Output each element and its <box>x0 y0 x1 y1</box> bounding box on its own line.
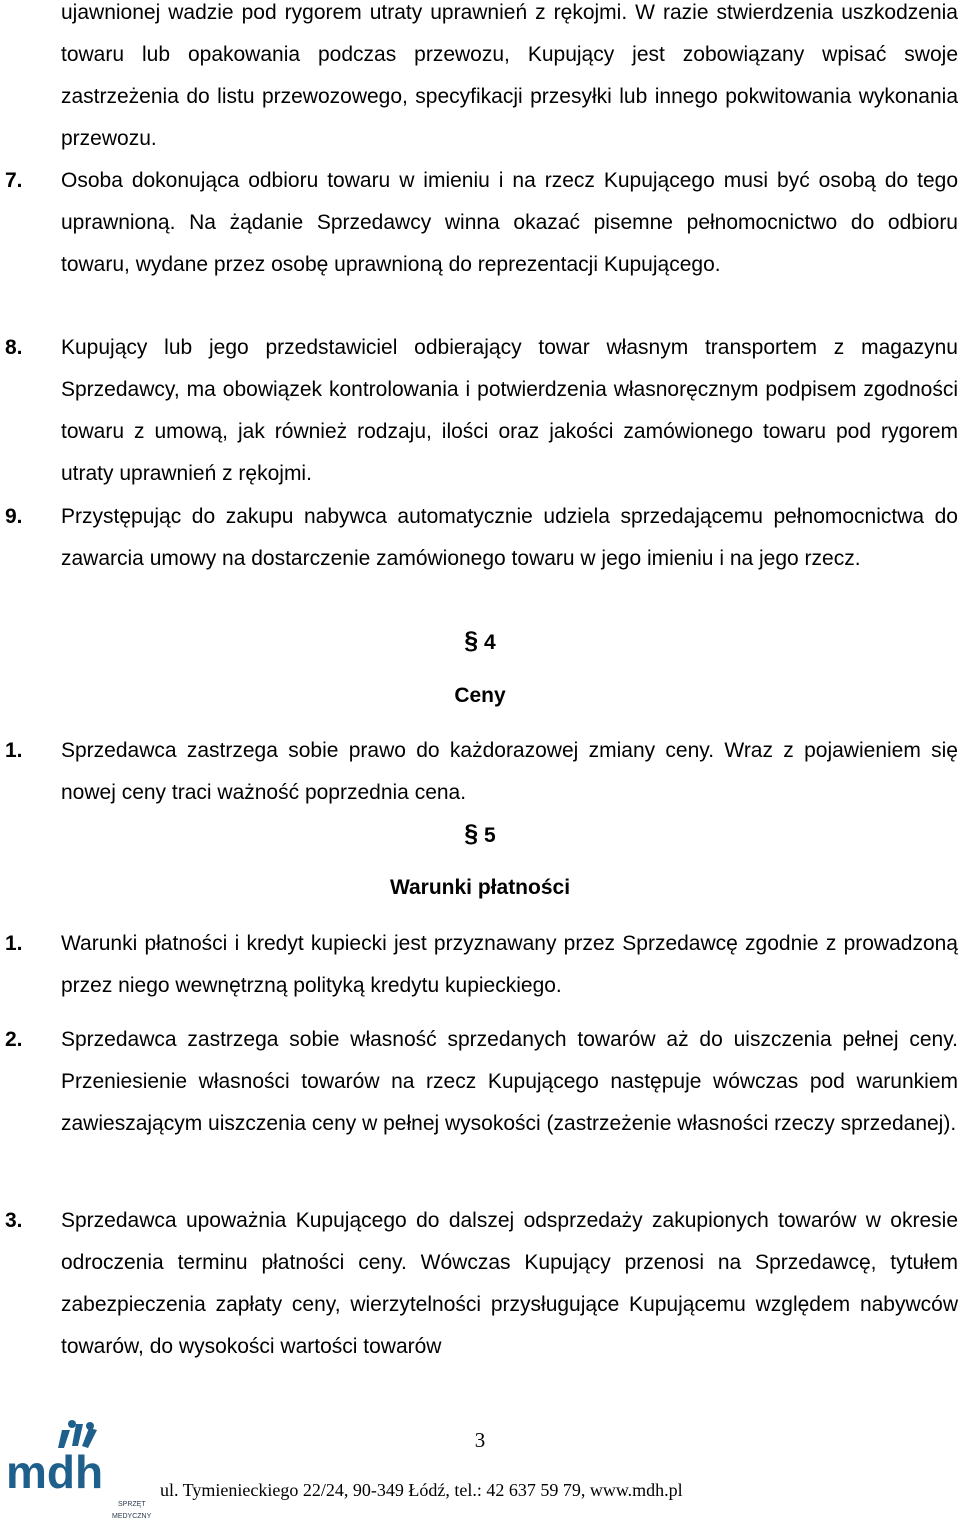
list-item-text: Osoba dokonująca odbioru towaru w imieniu i na rzecz Kupującego musi być osobą do tego uprawnioną. Na żądanie Sprzedawcy winna okazać pisemne pełnomocnictwo do odbioru towaru, wydane przez osobę uprawnioną do reprezentacji Kupującego. <box>61 169 958 276</box>
section-heading-number <box>0 820 960 849</box>
list-item-text: Przystępując do zakupu nabywca automatycznie udziela sprzedającemu pełnomocnictwa do zawarcia umowy na dostarczenie zamówionego towaru w jego imieniu i na jego rzecz. <box>61 505 958 570</box>
list-item-text: Sprzedawca zastrzega sobie prawo do każdorazowej zmiany ceny. Wraz z pojawieniem się nowej ceny traci ważność poprzednia cena. <box>61 739 958 804</box>
logo-wordmark: mdh <box>6 1446 104 1498</box>
list-item-number: 8. <box>5 336 23 359</box>
logo-subtext-1: SPRZĘT <box>118 1501 146 1508</box>
list-item-number: 9. <box>5 505 23 528</box>
section-title: Warunki płatności <box>389 876 571 899</box>
section-symbol: § <box>464 820 479 848</box>
list-item-number: 3. <box>5 1209 23 1232</box>
intro-paragraph: ujawnionej wadzie pod rygorem utraty uprawnień z rękojmi. W razie stwierdzenia uszkodzenia towaru lub opakowania podczas przewozu, Kupujący jest zobowiązany wpisać swoje zastrzeżenia do listu przewozowego, specyfikacji przesyłki lub innego pokwitowania wykonania przewozu. <box>61 1 958 150</box>
company-logo <box>0 1418 160 1523</box>
section-number: 5 <box>484 824 496 847</box>
list-item-text: Kupujący lub jego przedstawiciel odbierający towar własnym transportem z magazynu Sprzedawcy, ma obowiązek kontrolowania i potwierdzenia własnoręcznym podpisem zgodności towaru z umową, jak również rodzaju, ilości oraz jakości zamówionego towaru pod rygorem utraty uprawnień z rękojmi. <box>61 336 958 485</box>
footer-address: ul. Tymienieckiego 22/24, 90-349 Łódź, tel.: 42 637 59 79, www.mdh.pl <box>160 1480 683 1500</box>
section-title: Ceny <box>454 684 506 707</box>
page-number: 3 <box>474 1428 486 1452</box>
list-item-number: 1. <box>5 739 23 762</box>
list-item-number: 7. <box>5 169 23 192</box>
list-item-number: 2. <box>5 1028 23 1051</box>
section-symbol: § <box>464 627 479 655</box>
list-item-text: Warunki płatności i kredyt kupiecki jest przyznawany przez Sprzedawcę zgodnie z prowadzoną przez niego wewnętrzną polityką kredytu kupieckiego. <box>61 932 958 997</box>
section-number: 4 <box>484 631 496 654</box>
section-heading-number <box>0 627 960 656</box>
list-item-number: 1. <box>5 932 23 955</box>
list-item-text: Sprzedawca zastrzega sobie własność sprzedanych towarów aż do uiszczenia pełnej ceny. Przeniesienie własności towarów na rzecz Kupującego następuje wówczas pod warunkiem zawieszającym uiszczenia ceny w pełnej wysokości (zastrzeżenie własności rzeczy sprzedanej). <box>61 1028 958 1135</box>
logo-subtext-2: MEDYCZNY <box>112 1513 152 1520</box>
list-item-text: Sprzedawca upoważnia Kupującego do dalszej odsprzedaży zakupionych towarów w okresie odroczenia terminu płatności ceny. Wówczas Kupujący przenosi na Sprzedawcę, tytułem zabezpieczenia zapłaty ceny, wierzytelności przysługujące Kupującemu względem nabywców towarów, do wysokości wartości towarów <box>61 1209 958 1358</box>
